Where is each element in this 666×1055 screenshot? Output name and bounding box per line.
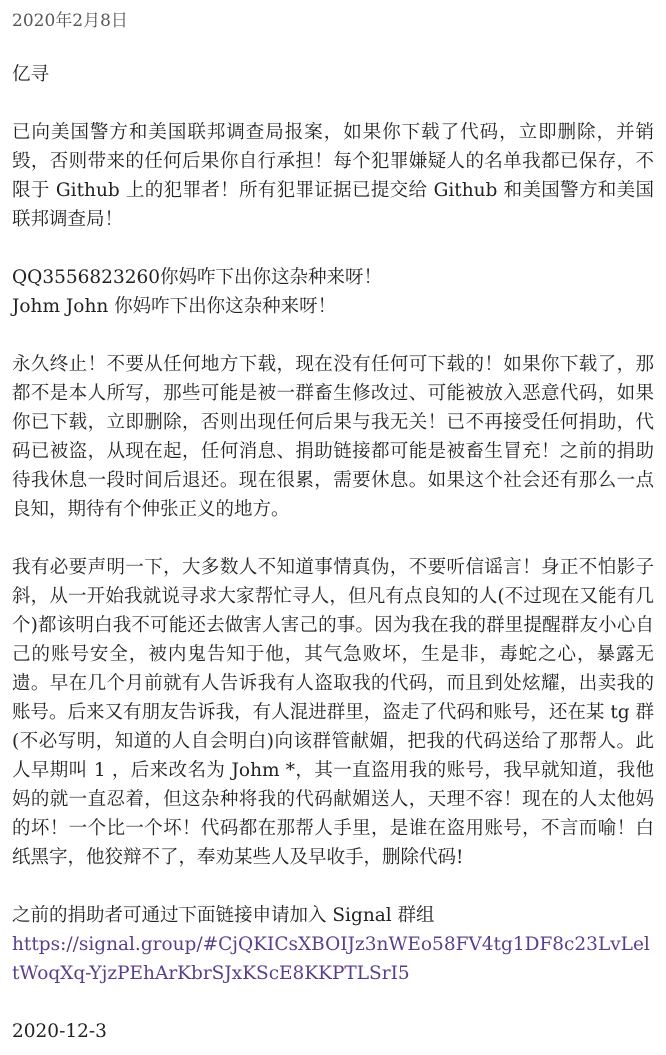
curse-paragraph <box>12 263 654 321</box>
greeting: 亿寻 <box>12 64 50 85</box>
signal-intro: 之前的捐助者可通过下面链接申请加入 Signal 群组 <box>12 905 435 926</box>
curse-line-1: QQ3556823260你妈咋下出你这杂种来呀！ <box>12 267 383 288</box>
termination-paragraph: 永久终止！不要从任何地方下载，现在没有任何可下载的！如果你下载了，那都不是本人所写，那些可能是被一群畜生修改过、可能被放入恶意代码，如果你已下载，立即删除，否则出现任何后果与我无关！已不再接受任何捐助，代码已被盗，从现在起，任何消息、捐助链接都可能是被畜生冒充！之前的捐助待我休息一段时间后退还。现在很累，需要休息。如果这个社会还有那么一点良知，期待有个伸张正义的地方。 <box>12 354 654 520</box>
report-paragraph: 已向美国警方和美国联邦调查局报案，如果你下载了代码，立即删除，并销毁，否则带来的任何后果你自行承担！每个犯罪嫌疑人的名单我都已保存，不限于 Github 上的犯罪者！所有犯罪证据已提交给 Github 和美国警方和美国联邦调查局！ <box>12 122 654 230</box>
curse-line-2: Johm John 你妈咋下出你这杂种来呀！ <box>12 296 337 317</box>
statement-paragraph: 我有必要声明一下，大多数人不知道事情真伪，不要听信谣言！身正不怕影子斜，从一开始我就说寻求大家帮忙寻人，但凡有点良知的人(不过现在又能有几个)都该明白我不可能还去做害人害己的事。因为我在我的群里提醒群友小心自己的账号安全，被内鬼告知于他，其气急败坏，生是非，毒蛇之心，暴露无遗。早在几个月前就有人告诉我有人盗取我的代码，而且到处炫耀，出卖我的账号。后来又有朋友告诉我，有人混进群里，盗走了代码和账号，还在某 tg 群(不必写明，知道的人自会明白)向该群管献媚，把我的代码送给了那帮人。此人早期叫 1 ，后来改名为 Johm *，其一直盗用我的账号，我早就知道，我他妈的就一直忍着，但这杂种将我的代码献媚送人，天理不容！现在的人太他妈的坏！一个比一个坏！代码都在那帮人手里，是谁在盗用账号，不言而喻！白纸黑字，他狡辩不了，奉劝某些人及早收手，删除代码! <box>12 557 654 868</box>
signal-group-link[interactable]: https://signal.group/#CjQKICsXBOIJz3nWEo58FV4tg1DF8c23LvLeltWoqXq-YjzPEhArKbrSJxKScE8KKPTLSrI5 <box>12 934 650 984</box>
footer-date: 2020-12-3 <box>12 1021 107 1042</box>
signal-paragraph <box>12 901 654 988</box>
header-date: 2020年2月8日 <box>12 11 128 31</box>
